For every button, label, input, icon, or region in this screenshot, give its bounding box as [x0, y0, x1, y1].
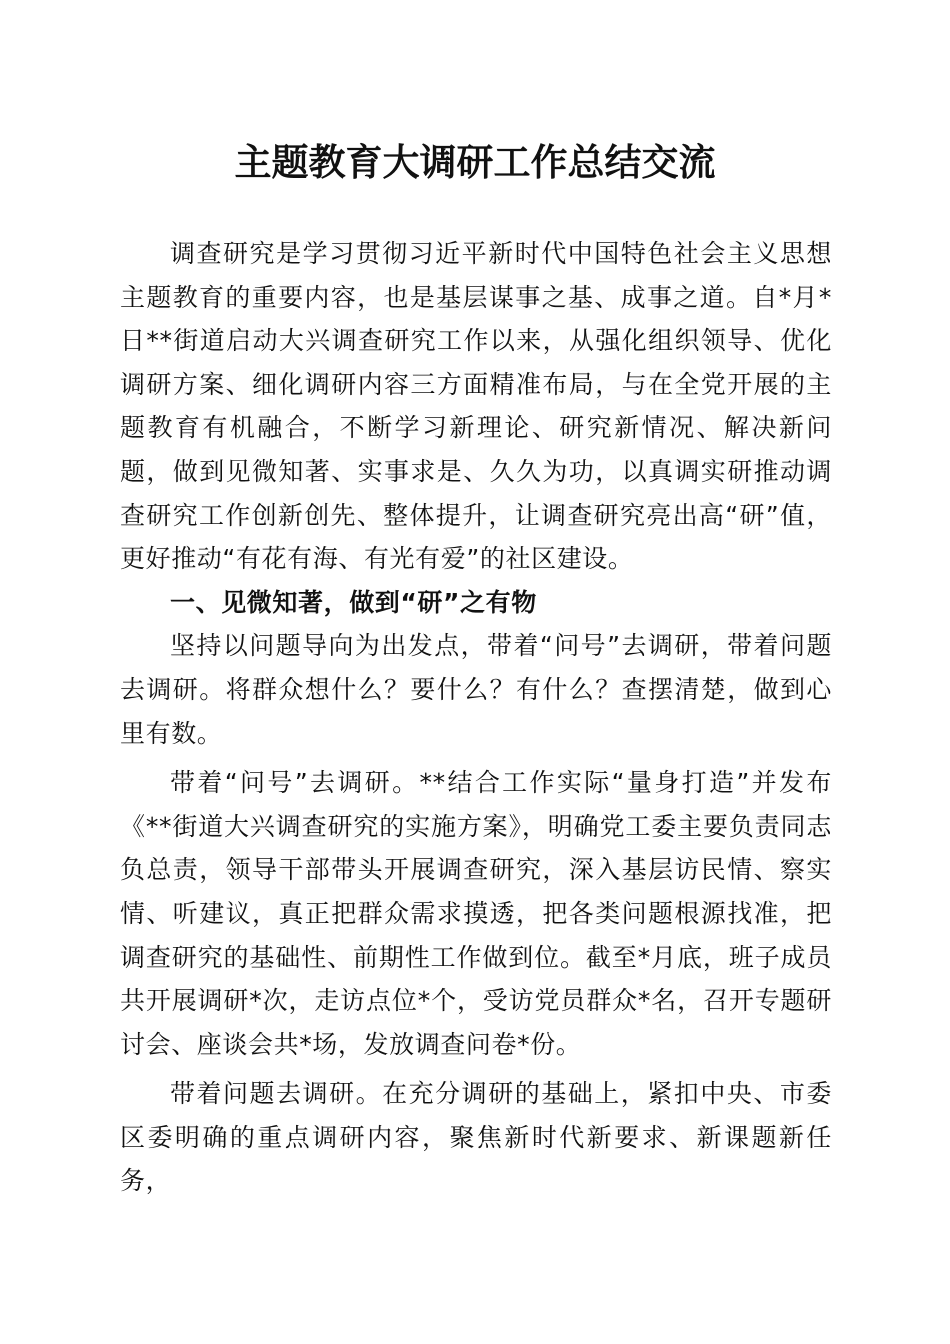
body-paragraph: 带着问题去调研。在充分调研的基础上，紧扣中央、市委区委明确的重点调研内容，聚焦新时代新要求、新课题新任务， [120, 1079, 832, 1196]
document-title: 主题教育大调研工作总结交流 [234, 140, 716, 184]
body-paragraph: 带着“问号”去调研。**结合工作实际“量身打造”并发布《**街道大兴调查研究的实施方案》，明确党工委主要负责同志负总责，领导干部带头开展调查研究，深入基层访民情、察实情、听建议，真正把群众需求摸透，把各类问题根源找准，把调查研究的基础性、前期性工作做到位。截至*月底，班子成员共开展调研*次，走访点位*个，受访党员群众*名，召开专题研讨会、座谈会共*场，发放调查问卷*份。 [120, 768, 832, 1059]
body-paragraph: 坚持以问题导向为出发点，带着“问号”去调研，带着问题去调研。将群众想什么？要什么？有什么？查摆清楚，做到心里有数。 [120, 631, 832, 748]
intro-paragraph: 调查研究是学习贯彻习近平新时代中国特色社会主义思想主题教育的重要内容，也是基层谋事之基、成事之道。自*月*日**街道启动大兴调查研究工作以来，从强化组织领导、优化调研方案、细化调研内容三方面精准布局，与在全党开展的主题教育有机融合，不断学习新理论、研究新情况、解决新问题，做到见微知著、实事求是、久久为功，以真调实研推动调查研究工作创新创先、整体提升，让调查研究亮出高“研”值，更好推动“有花有海、有光有爱”的社区建设。 [120, 239, 832, 574]
document-body [120, 232, 832, 1203]
section-heading-1: 一、见微知著，做到“研”之有物 [170, 587, 537, 617]
